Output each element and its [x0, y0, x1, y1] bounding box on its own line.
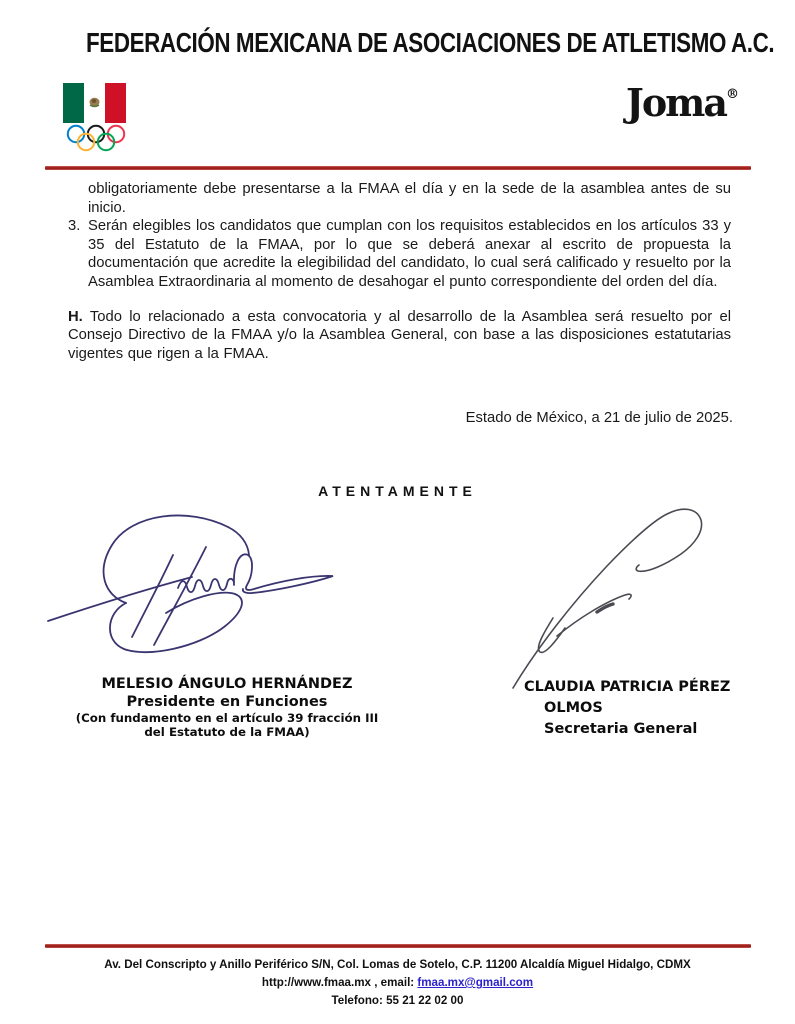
mexican-flag-icon — [63, 83, 126, 123]
list-item-3 — [68, 217, 731, 291]
salutation: ATENTAMENTE — [318, 483, 477, 499]
footer-email-link[interactable]: fmaa.mx@gmail.com — [417, 976, 534, 989]
paragraph-h — [68, 308, 731, 364]
signature-president-handwriting — [40, 503, 400, 688]
header-divider-line — [45, 166, 751, 170]
paragraph-h-text: Todo lo relacionado a esta convocatoria y al desarrollo de la Asamblea será resuelto por el Consejo Directivo de la FMAA y/o la Asamblea General, con base a las disposiciones estatutarias vigentes que rigen a la FMAA. — [68, 308, 731, 362]
date-line: Estado de México, a 21 de julio de 2025. — [465, 410, 733, 426]
signatory-left-note-line2: del Estatuto de la FMAA) — [144, 725, 310, 739]
footer — [0, 956, 795, 1010]
footer-web-email-line — [0, 974, 795, 992]
signatory-right-block — [524, 677, 730, 740]
registered-trademark-symbol: ® — [726, 87, 739, 102]
footer-address: Av. Del Conscripto y Anillo Periférico S/N, Col. Lomas de Sotelo, C.P. 11200 Alcaldía Miguel Hidalgo, CDMX — [104, 958, 691, 971]
page-title-text: FEDERACIÓN MEXICANA DE ASOCIACIONES DE ATLETISMO A.C. — [86, 27, 775, 58]
signatory-right-name-line1: CLAUDIA PATRICIA PÉREZ — [524, 679, 731, 695]
signatory-right-title: Secretaria General — [544, 721, 698, 737]
paragraph-continuation: obligatoriamente debe presentarse a la FMAA el día y en la sede de la asamblea antes de su inicio. — [88, 181, 731, 216]
page-title — [0, 27, 795, 59]
list-item-text: Serán elegibles los candidatos que cumplan con los requisitos establecidos en los artículos 33 y 35 del Estatuto de la FMAA, por lo que se deberá anexar al escrito de propuesta la documentación que acredite la elegibilidad del candidato, lo cual será calificado y resuelto por la Asamblea Extraordinaria al momento de desahogar el punto correspondiente del orden del día. — [88, 218, 731, 290]
signatory-left-title: Presidente en Funciones — [126, 694, 328, 710]
footer-phone: Telefono: 55 21 22 02 00 — [331, 994, 464, 1007]
joma-logo — [625, 80, 739, 125]
paragraph-h-label: H. — [68, 308, 83, 325]
signatory-left-note-line1: (Con fundamento en el artículo 39 fracción III — [75, 711, 379, 725]
list-item-number: 3. — [68, 218, 81, 235]
olympic-rings-icon — [64, 124, 134, 154]
joma-wordmark: Joma — [625, 80, 726, 125]
footer-web-email-prefix: http://www.fmaa.mx , email: — [261, 976, 418, 989]
body-text — [68, 180, 731, 363]
signature-secretary-handwriting — [495, 496, 715, 696]
signatory-left-block — [62, 675, 392, 739]
signatory-left-name: MELESIO ÁNGULO HERNÁNDEZ — [101, 676, 353, 692]
footer-divider-line — [45, 944, 751, 948]
signatory-right-name-line2: OLMOS — [544, 700, 603, 716]
